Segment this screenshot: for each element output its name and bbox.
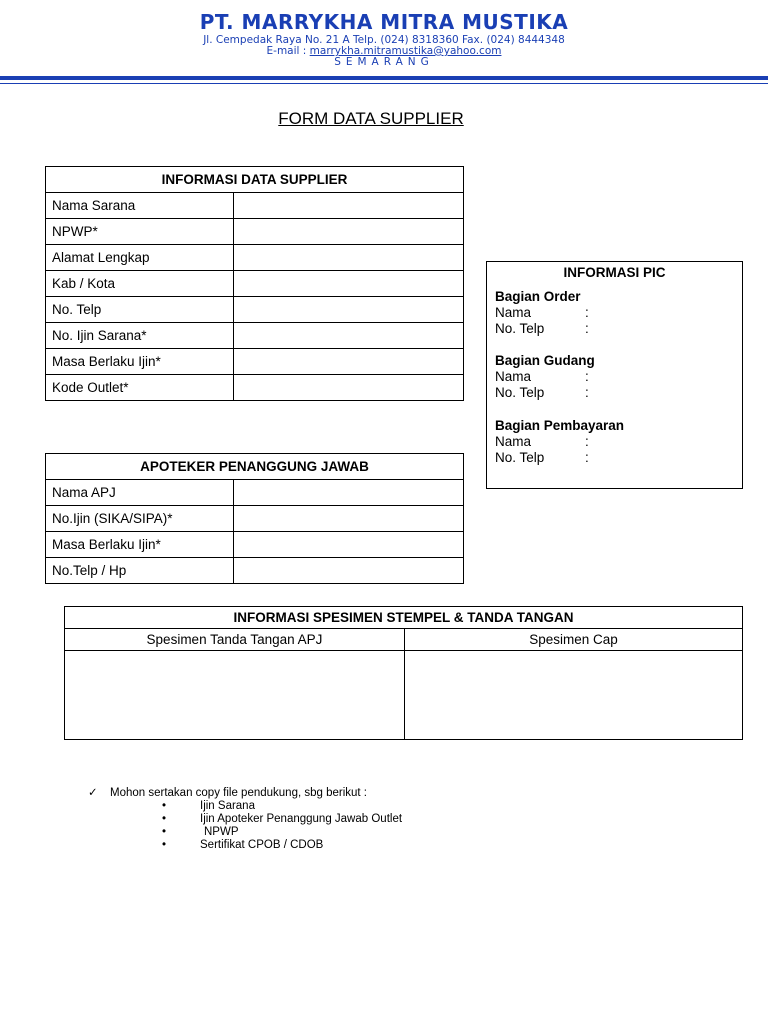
- field-label: No.Telp / Hp: [46, 558, 234, 584]
- pic-group-pembayaran: [487, 418, 742, 466]
- field-label: Nama APJ: [46, 480, 234, 506]
- field-value-npwp[interactable]: [234, 219, 464, 245]
- field-label: Kab / Kota: [46, 271, 234, 297]
- table-row: [46, 558, 464, 584]
- field-label: No. Ijin Sarana*: [46, 323, 234, 349]
- signature-box[interactable]: [65, 651, 405, 740]
- list-item: • Sertifikat CPOB / CDOB: [162, 839, 324, 851]
- list-item: • Ijin Apoteker Penanggung Jawab Outlet: [162, 813, 403, 825]
- pic-group-title: Bagian Pembayaran: [495, 418, 625, 433]
- header-divider-thin: [0, 83, 768, 84]
- pic-name-line[interactable]: Nama :: [495, 369, 589, 384]
- specimen-table: [64, 606, 743, 740]
- field-value-ijin-sarana[interactable]: [234, 323, 464, 349]
- bullet-icon: •: [162, 800, 167, 812]
- company-name: PT. MARRYKHA MITRA MUSTIKA: [199, 10, 569, 34]
- stamp-box[interactable]: [405, 651, 743, 740]
- pic-group-title: Bagian Gudang: [495, 353, 595, 368]
- field-label: Alamat Lengkap: [46, 245, 234, 271]
- notes-intro: Mohon sertakan copy file pendukung, sbg berikut :: [110, 787, 367, 799]
- supporting-docs-list: [88, 800, 402, 852]
- table-row: [46, 323, 464, 349]
- bullet-icon: •: [162, 839, 167, 851]
- supplier-info-table: [45, 166, 464, 401]
- email-link[interactable]: marrykha.mitramustika@yahoo.com: [309, 45, 502, 57]
- list-item: • NPWP: [162, 826, 239, 838]
- company-address: Jl. Cempedak Raya No. 21 A Telp. (024) 8318360 Fax. (024) 8444348: [203, 34, 565, 46]
- table-row: [46, 271, 464, 297]
- field-value-telp-apj[interactable]: [234, 558, 464, 584]
- table-row: [46, 532, 464, 558]
- field-value-masa-berlaku-apj[interactable]: [234, 532, 464, 558]
- pic-phone-line[interactable]: No. Telp :: [495, 450, 589, 465]
- field-value-kode-outlet[interactable]: [234, 375, 464, 401]
- form-title: FORM DATA SUPPLIER: [278, 109, 464, 128]
- table-row: [46, 375, 464, 401]
- field-value-alamat[interactable]: [234, 245, 464, 271]
- field-value-masa-berlaku[interactable]: [234, 349, 464, 375]
- field-value-ijin-apj[interactable]: [234, 506, 464, 532]
- field-label: NPWP*: [46, 219, 234, 245]
- table-row: [46, 297, 464, 323]
- apj-table-heading: APOTEKER PENANGGUNG JAWAB: [46, 454, 464, 480]
- supplier-table-heading: INFORMASI DATA SUPPLIER: [46, 167, 464, 193]
- field-label: Masa Berlaku Ijin*: [46, 532, 234, 558]
- pic-name-line[interactable]: Nama :: [495, 434, 589, 449]
- pic-name-line[interactable]: Nama :: [495, 305, 589, 320]
- field-label: Masa Berlaku Ijin*: [46, 349, 234, 375]
- field-value-telp[interactable]: [234, 297, 464, 323]
- supporting-docs-note: [88, 787, 402, 852]
- check-icon: ✓: [88, 787, 98, 799]
- pic-phone-line[interactable]: No. Telp :: [495, 321, 589, 336]
- bullet-icon: •: [162, 813, 167, 825]
- pic-group-order: [487, 289, 742, 337]
- pic-group-gudang: [487, 353, 742, 401]
- specimen-table-heading: INFORMASI SPESIMEN STEMPEL & TANDA TANGAN: [65, 607, 743, 629]
- table-row: [46, 193, 464, 219]
- specimen-signature-header: Spesimen Tanda Tangan APJ: [65, 629, 405, 651]
- table-row: [46, 219, 464, 245]
- table-row: [46, 506, 464, 532]
- pic-phone-line[interactable]: No. Telp :: [495, 385, 589, 400]
- table-row: [46, 349, 464, 375]
- list-item: • Ijin Sarana: [162, 800, 255, 812]
- field-value-nama-sarana[interactable]: [234, 193, 464, 219]
- company-city: SEMARANG: [334, 56, 434, 68]
- field-value-nama-apj[interactable]: [234, 480, 464, 506]
- pic-info-box: [486, 261, 743, 489]
- specimen-stamp-header: Spesimen Cap: [405, 629, 743, 651]
- field-label: No. Telp: [46, 297, 234, 323]
- notes-intro-line: [88, 787, 402, 800]
- field-label: No.Ijin (SIKA/SIPA)*: [46, 506, 234, 532]
- table-row: [46, 245, 464, 271]
- table-row: [46, 480, 464, 506]
- apj-table: [45, 453, 464, 584]
- field-label: Kode Outlet*: [46, 375, 234, 401]
- pic-heading: INFORMASI PIC: [563, 265, 666, 280]
- field-value-kota[interactable]: [234, 271, 464, 297]
- field-label: Nama Sarana: [46, 193, 234, 219]
- pic-group-title: Bagian Order: [495, 289, 581, 304]
- header-divider-thick: [0, 76, 768, 80]
- email-label: E-mail :: [266, 45, 310, 57]
- bullet-icon: •: [162, 826, 167, 838]
